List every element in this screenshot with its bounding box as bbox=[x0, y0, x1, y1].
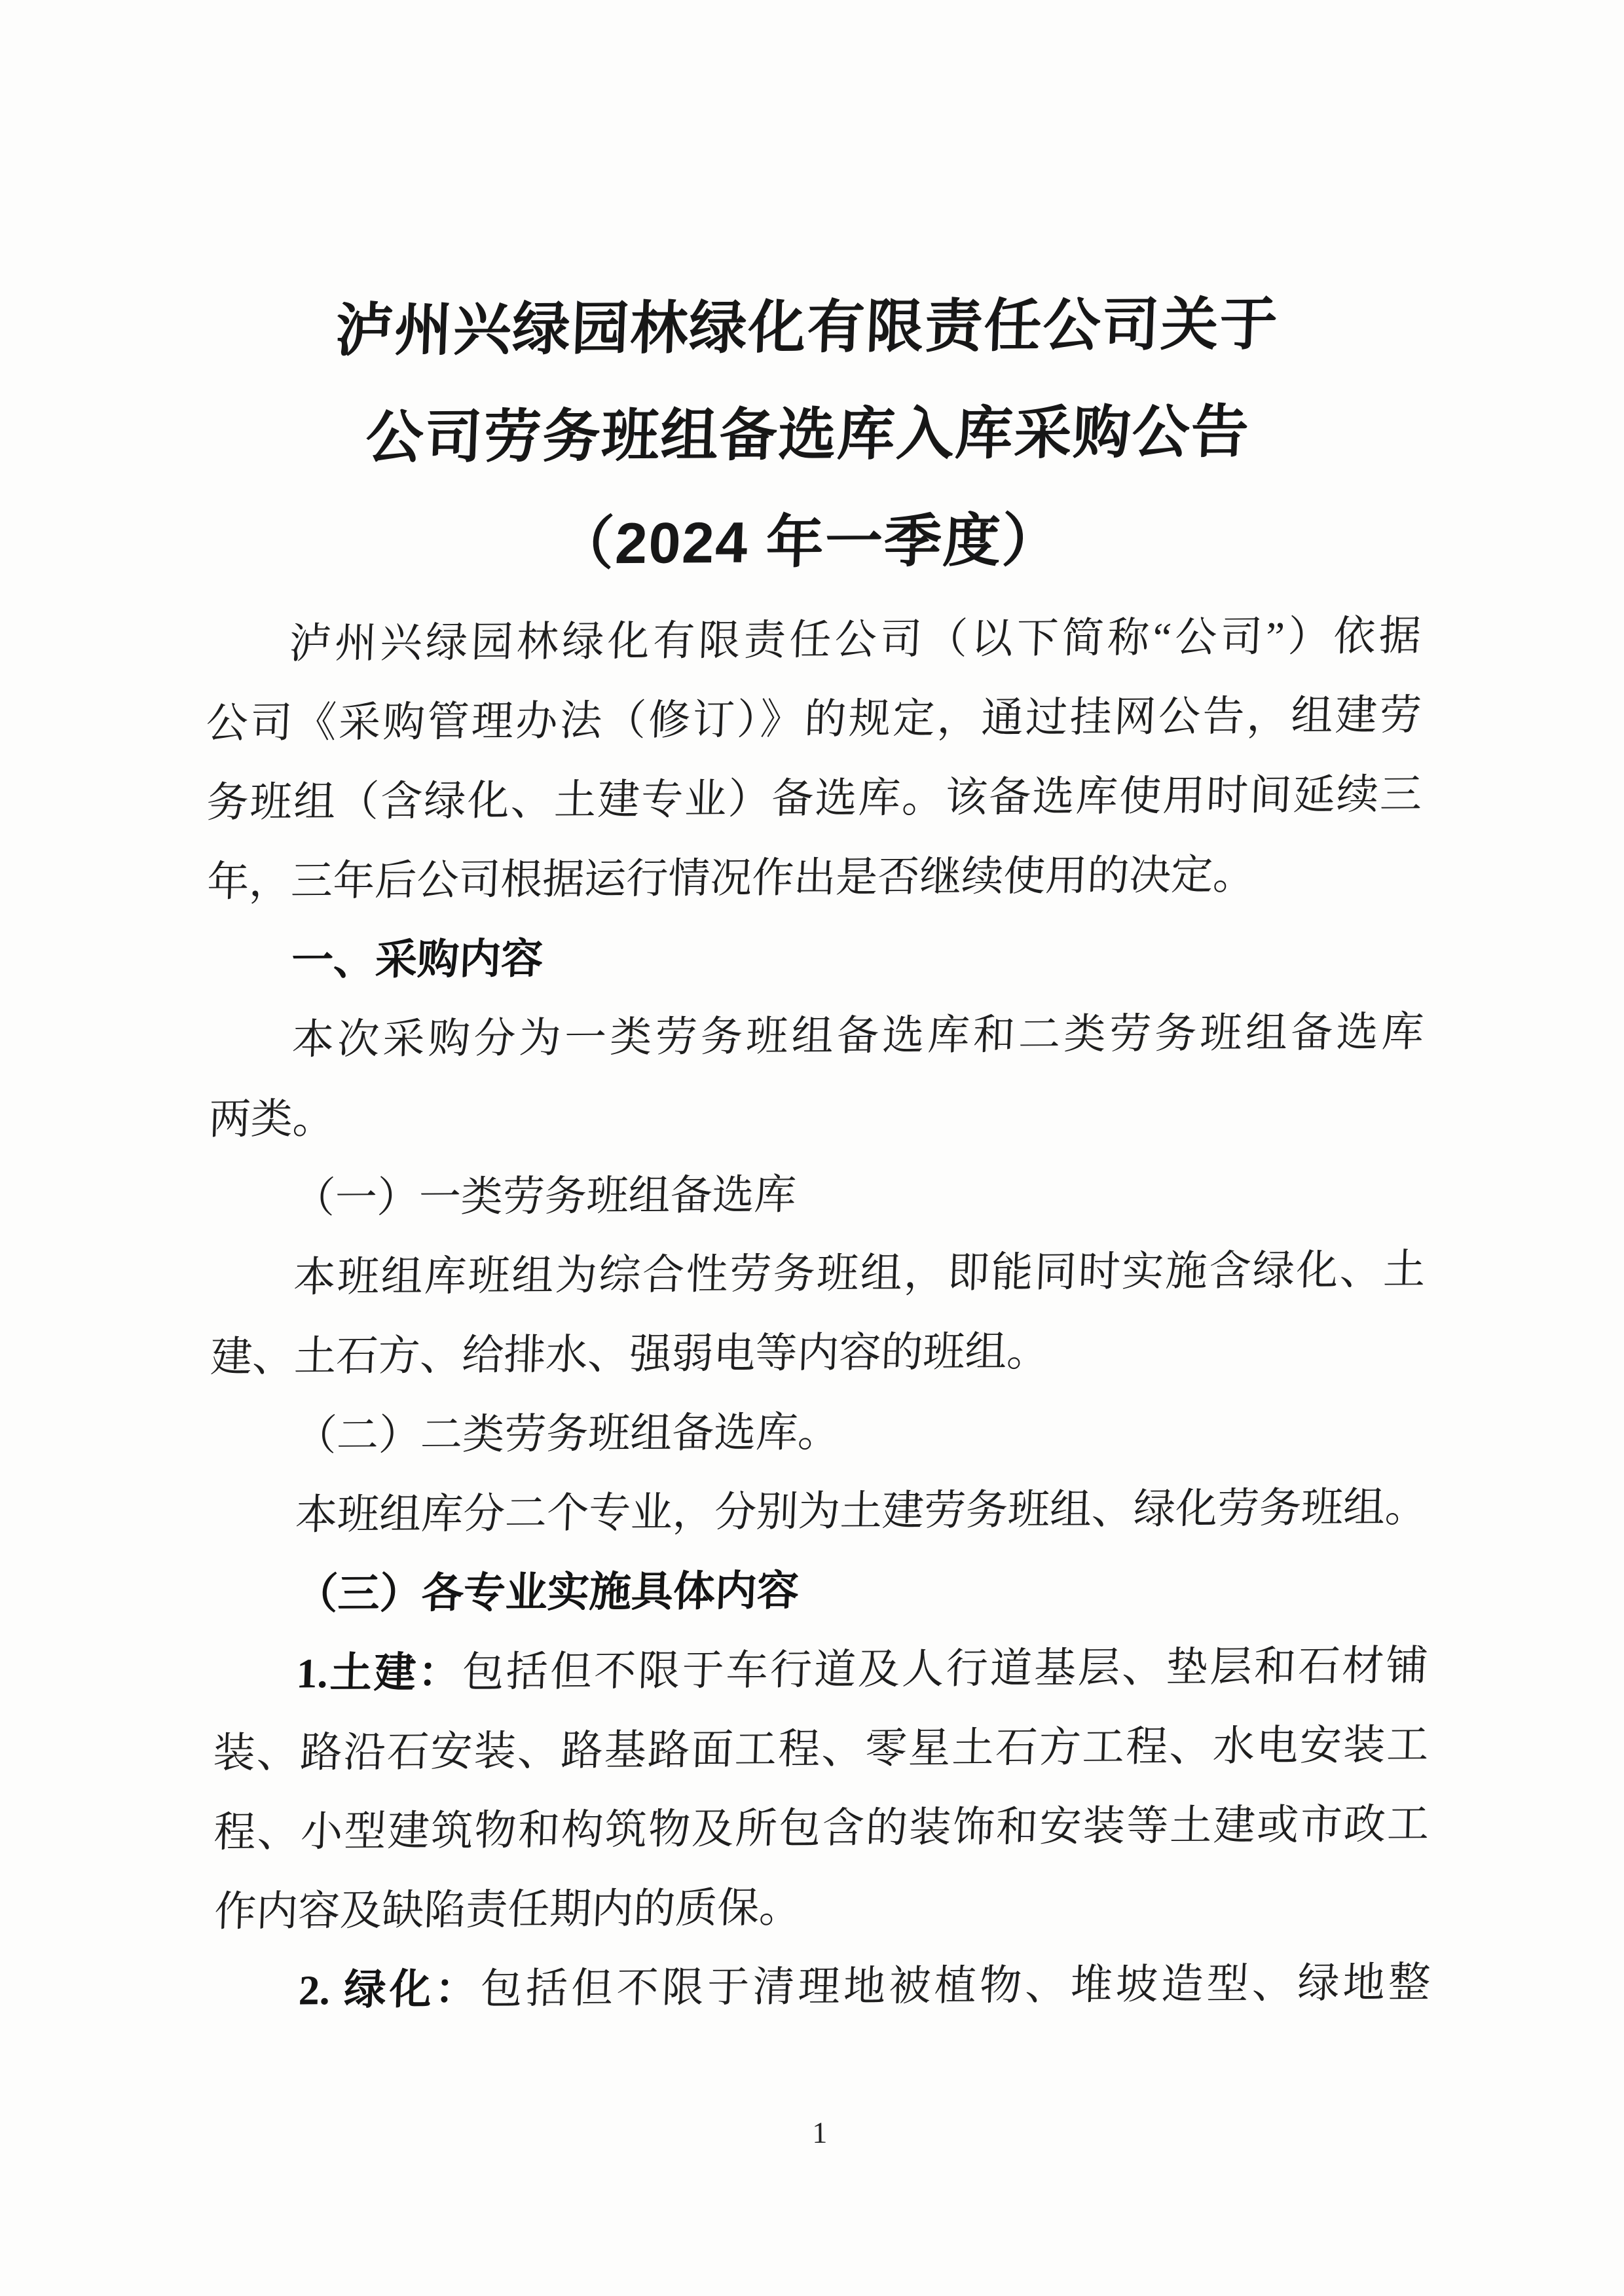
body-line: 建、土石方、给排水、强弱电等内容的班组。 bbox=[210, 1328, 1050, 1381]
body-line-text: 包括但不限于车行道及人行道基层、垫层和石材铺 bbox=[461, 1642, 1430, 1696]
body-line bbox=[212, 1626, 1430, 1713]
document-title-line-3: （2024 年一季度） bbox=[555, 507, 1062, 576]
body-line: 程、小型建筑物和构筑物及所包含的装饰和安装等土建或市政工 bbox=[213, 1800, 1430, 1856]
term-label-greening: 2. 绿化： bbox=[297, 1965, 481, 2014]
section-heading-procurement-content: 一、采购内容 bbox=[290, 935, 544, 984]
page-number: 1 bbox=[812, 2115, 828, 2150]
body-line: 泸州兴绿园林绿化有限责任公司（以下简称“公司”）依据 bbox=[288, 612, 1422, 667]
body-line: 本次采购分为一类劳务班组备选库和二类劳务班组备选库 bbox=[291, 1008, 1425, 1063]
body-line: 装、路沿石安装、路基路面工程、零星土石方工程、水电安装工 bbox=[212, 1721, 1430, 1777]
document-title-line-1: 泸州兴绿园林绿化有限责任公司关于 bbox=[334, 291, 1280, 363]
subsection-heading-specific-content: （三）各专业实施具体内容 bbox=[295, 1567, 800, 1618]
document-title bbox=[0, 268, 1621, 601]
body-line: 本班组库分二个专业，分别为土建劳务班组、绿化劳务班组。 bbox=[294, 1484, 1428, 1539]
subsection-heading-class-two: （二）二类劳务班组备选库。 bbox=[293, 1408, 841, 1459]
body-line bbox=[213, 1942, 1431, 2030]
body-line-text: 包括但不限于清理地被植物、堆坡造型、绿地整 bbox=[479, 1959, 1431, 2013]
subsection-heading-class-one: （一）一类劳务班组备选库 bbox=[292, 1171, 798, 1222]
body-line: 两类。 bbox=[208, 1095, 336, 1143]
document-body bbox=[205, 596, 1430, 2030]
body-line: 年，三年后公司根据运行情况作出是否继续使用的决定。 bbox=[206, 851, 1256, 905]
document-title-line-2: 公司劳务班组备选库入库采购公告 bbox=[364, 399, 1251, 470]
body-line: 务班组（含绿化、土建专业）备选库。该备选库使用时间延续三 bbox=[206, 771, 1423, 826]
body-line: 公司《采购管理办法（修订）》的规定，通过挂网公告，组建劳 bbox=[205, 691, 1422, 747]
term-label-civil-works: 1.土建： bbox=[295, 1649, 463, 1697]
body-line: 本班组库班组为综合性劳务班组，即能同时实施含绿化、土 bbox=[293, 1246, 1426, 1301]
body-line: 作内容及缺陷责任期内的质保。 bbox=[213, 1884, 802, 1935]
